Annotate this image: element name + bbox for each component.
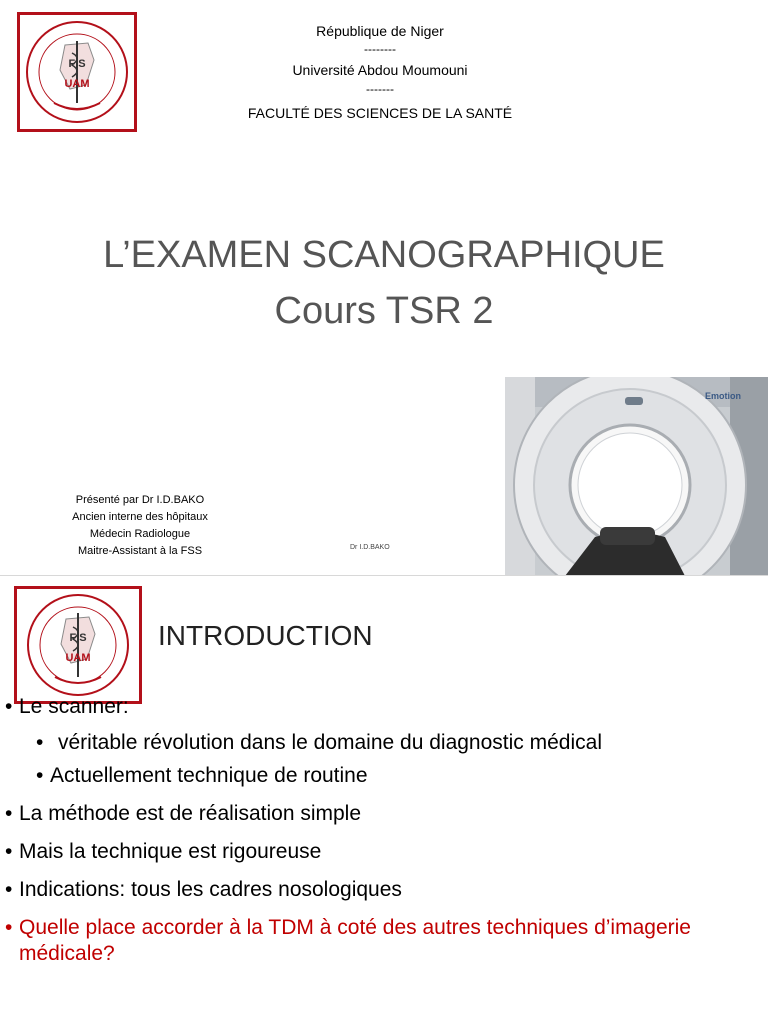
scanner-brand-label: Emotion xyxy=(705,391,741,401)
bullet-item: • véritable révolution dans le domaine du diagnostic médical xyxy=(36,731,602,754)
header-faculty: FACULTÉ DES SCIENCES DE LA SANTÉ xyxy=(247,105,513,121)
header-separator: -------- xyxy=(364,42,396,56)
slide-title: L’EXAMEN SCANOGRAPHIQUE xyxy=(103,234,665,276)
ct-scanner-photo xyxy=(505,377,768,576)
bullet-item: • La méthode est de réalisation simple xyxy=(5,802,362,825)
presenter-line: Maitre-Assistant à la FSS xyxy=(77,545,203,557)
slide-subtitle: Cours TSR 2 xyxy=(274,290,494,332)
svg-text:F S: F S xyxy=(68,58,86,70)
bullet-question: • Quelle place accorder à la TDM à coté des autres techniques d’imagerie médicale? xyxy=(5,916,691,965)
bullet-item: • Indications: tous les cadres nosologiques xyxy=(5,878,402,901)
bullet-item: • Le scanner: xyxy=(5,695,129,718)
section-heading: INTRODUCTION xyxy=(158,620,373,651)
bullet-item: • Actuellement technique de routine xyxy=(36,764,368,787)
fss-logo xyxy=(17,12,137,132)
header-university: Université Abdou Moumouni xyxy=(292,62,468,78)
header-country: République de Niger xyxy=(316,23,444,39)
header-separator: ------- xyxy=(366,82,394,96)
intro-slide xyxy=(0,576,768,1024)
bullet-item: • Mais la technique est rigoureuse xyxy=(5,840,322,863)
presenter-line: Présenté par Dr I.D.BAKO xyxy=(75,494,205,506)
svg-text:F S: F S xyxy=(69,632,87,644)
slide-footer: Dr I.D.BAKO xyxy=(350,544,390,551)
presenter-line: Ancien interne des hôpitaux xyxy=(72,511,208,523)
svg-text:UAM: UAM xyxy=(65,652,91,664)
presenter-line: Médecin Radiologue xyxy=(89,528,191,540)
fss-logo xyxy=(14,586,142,704)
svg-text:UAM: UAM xyxy=(64,78,90,90)
